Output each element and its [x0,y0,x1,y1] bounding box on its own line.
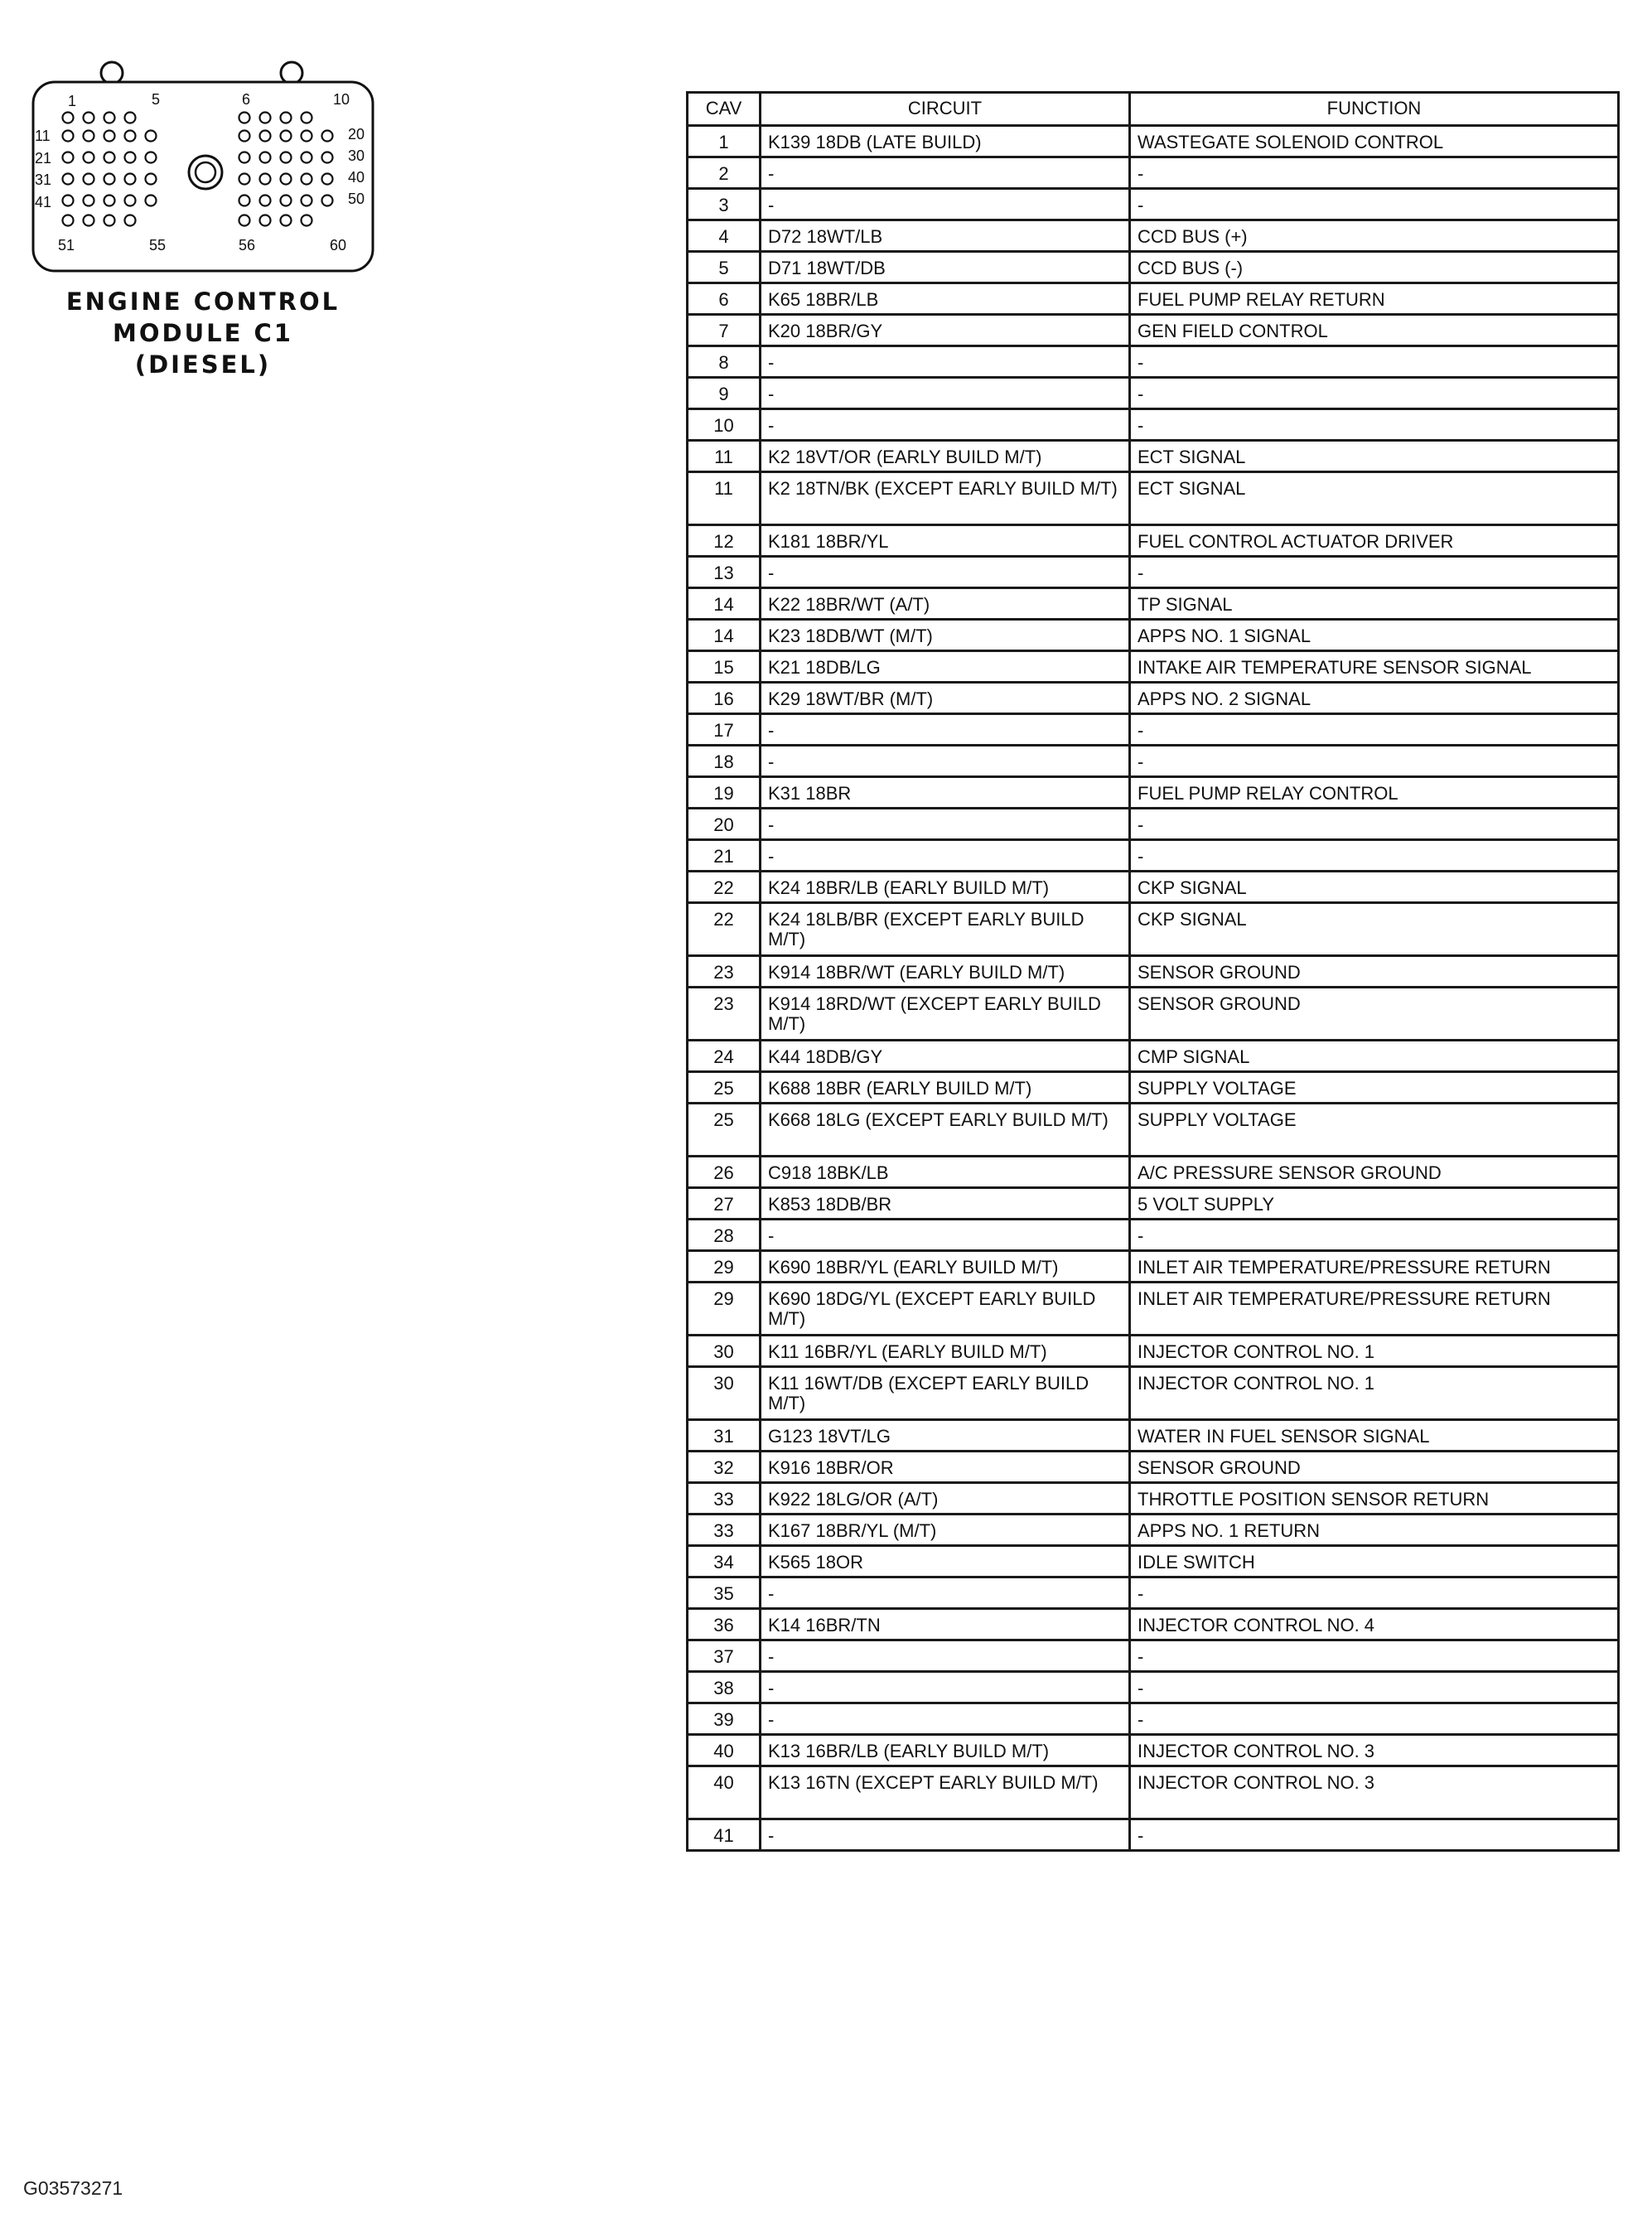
pin-cavity [260,131,271,142]
pin-cavity [302,152,312,163]
function-cell: INJECTOR CONTROL NO. 3 [1130,1735,1619,1766]
mounting-ear-right [281,62,302,84]
circuit-cell: K23 18DB/WT (M/T) [761,620,1130,651]
table-row [688,1336,1619,1367]
circuit-cell: K2 18TN/BK (EXCEPT EARLY BUILD M/T) [761,472,1130,525]
circuit-cell: - [761,157,1130,189]
table-header-row [688,93,1619,126]
function-cell: A/C PRESSURE SENSOR GROUND [1130,1157,1619,1188]
figure-id: G03573271 [23,2177,123,2199]
pin-cavity [84,215,94,226]
mounting-ear-left [101,62,123,84]
circuit-cell: K13 16TN (EXCEPT EARLY BUILD M/T) [761,1766,1130,1819]
pin-cavity [125,196,136,206]
table-row [688,1609,1619,1640]
circuit-cell: - [761,1220,1130,1251]
table-row [688,472,1619,525]
circuit-cell: K24 18BR/LB (EARLY BUILD M/T) [761,872,1130,903]
table-row [688,441,1619,472]
pin-cavity [239,113,250,123]
function-cell: THROTTLE POSITION SENSOR RETURN [1130,1483,1619,1515]
cav-cell: 39 [688,1703,761,1735]
function-cell: - [1130,557,1619,588]
pin-label: 31 [35,172,52,188]
pin-cavity [104,131,115,142]
table-row [688,189,1619,220]
connector-title-line: ENGINE CONTROL [65,287,341,316]
pin-cavity [146,131,157,142]
circuit-cell: - [761,1819,1130,1851]
pin-label: 30 [348,147,365,164]
connector-title [41,286,365,380]
circuit-cell: - [761,746,1130,777]
connector-face-diagram [25,55,389,278]
cav-cell: 28 [688,1220,761,1251]
function-cell: ECT SIGNAL [1130,441,1619,472]
table-row [688,252,1619,283]
cav-cell: 34 [688,1546,761,1577]
cav-cell: 13 [688,557,761,588]
pin-cavity [239,196,250,206]
pin-label: 20 [348,126,365,143]
pin-cavity [260,196,271,206]
function-cell: - [1130,378,1619,409]
circuit-cell: K11 16WT/DB (EXCEPT EARLY BUILD M/T) [761,1367,1130,1420]
function-cell: - [1130,714,1619,746]
pin-cavity [104,174,115,185]
pin-cavity [239,174,250,185]
function-cell: - [1130,1577,1619,1609]
function-cell: WASTEGATE SOLENOID CONTROL [1130,126,1619,157]
function-cell: CKP SIGNAL [1130,872,1619,903]
pin-cavity [63,215,74,226]
table-row [688,1072,1619,1104]
cav-cell: 29 [688,1251,761,1283]
circuit-cell: K668 18LG (EXCEPT EARLY BUILD M/T) [761,1104,1130,1157]
table-row [688,1367,1619,1420]
pin-label: 41 [35,194,52,210]
circuit-cell: - [761,378,1130,409]
cav-cell: 25 [688,1072,761,1104]
table-row [688,1672,1619,1703]
circuit-cell: K29 18WT/BR (M/T) [761,683,1130,714]
pin-label: 40 [348,169,365,186]
table-row [688,620,1619,651]
circuit-cell: K14 16BR/TN [761,1609,1130,1640]
cav-cell: 14 [688,588,761,620]
pinout-table [686,91,1620,1852]
pin-cavity [63,174,74,185]
table-row [688,956,1619,988]
pin-cavity [281,152,292,163]
circuit-cell: K22 18BR/WT (A/T) [761,588,1130,620]
function-cell: SENSOR GROUND [1130,956,1619,988]
connector-title-line: (DIESEL) [134,350,272,379]
circuit-cell: K31 18BR [761,777,1130,809]
table-row [688,872,1619,903]
pin-label: 60 [330,237,347,254]
function-cell: 5 VOLT SUPPLY [1130,1188,1619,1220]
cav-cell: 19 [688,777,761,809]
function-cell: SUPPLY VOLTAGE [1130,1072,1619,1104]
pin-cavity [84,152,94,163]
cav-cell: 40 [688,1735,761,1766]
function-cell: INLET AIR TEMPERATURE/PRESSURE RETURN [1130,1251,1619,1283]
header-circuit: CIRCUIT [761,93,1130,126]
function-cell: TP SIGNAL [1130,588,1619,620]
table-row [688,588,1619,620]
header-function: FUNCTION [1130,93,1619,126]
pin-label: 10 [333,91,350,108]
cav-cell: 1 [688,126,761,157]
table-row [688,746,1619,777]
pin-cavity [260,215,271,226]
table-row [688,714,1619,746]
cav-cell: 22 [688,872,761,903]
function-cell: APPS NO. 1 SIGNAL [1130,620,1619,651]
table-row [688,525,1619,557]
pin-cavity [281,174,292,185]
table-row [688,409,1619,441]
cav-cell: 14 [688,620,761,651]
cav-cell: 37 [688,1640,761,1672]
circuit-cell: K181 18BR/YL [761,525,1130,557]
circuit-cell: K167 18BR/YL (M/T) [761,1515,1130,1546]
cav-cell: 16 [688,683,761,714]
pin-cavity [322,131,333,142]
table-row [688,315,1619,346]
pin-cavity [63,196,74,206]
function-cell: - [1130,746,1619,777]
table-row [688,1188,1619,1220]
pin-label: 55 [149,237,167,254]
circuit-cell: K21 18DB/LG [761,651,1130,683]
circuit-cell: K853 18DB/BR [761,1188,1130,1220]
cav-cell: 38 [688,1672,761,1703]
function-cell: - [1130,1220,1619,1251]
pin-cavity [239,152,250,163]
table-row [688,1420,1619,1452]
cav-cell: 5 [688,252,761,283]
pin-cavity [302,113,312,123]
cav-cell: 40 [688,1766,761,1819]
function-cell: FUEL CONTROL ACTUATOR DRIVER [1130,525,1619,557]
circuit-cell: - [761,346,1130,378]
cav-cell: 17 [688,714,761,746]
table-row [688,1515,1619,1546]
function-cell: ECT SIGNAL [1130,472,1619,525]
cav-cell: 10 [688,409,761,441]
function-cell: CMP SIGNAL [1130,1041,1619,1072]
function-cell: - [1130,809,1619,840]
connector-title-line: MODULE C1 [113,319,293,347]
circuit-cell: K690 18DG/YL (EXCEPT EARLY BUILD M/T) [761,1283,1130,1336]
function-cell: GEN FIELD CONTROL [1130,315,1619,346]
table-row [688,126,1619,157]
circuit-cell: K916 18BR/OR [761,1452,1130,1483]
pin-cavity [104,196,115,206]
cav-cell: 36 [688,1609,761,1640]
function-cell: - [1130,1672,1619,1703]
table-row [688,378,1619,409]
table-row [688,840,1619,872]
table-row [688,1819,1619,1851]
function-cell: SENSOR GROUND [1130,1452,1619,1483]
table-row [688,1483,1619,1515]
function-cell: - [1130,1819,1619,1851]
cav-cell: 32 [688,1452,761,1483]
function-cell: IDLE SWITCH [1130,1546,1619,1577]
function-cell: INJECTOR CONTROL NO. 1 [1130,1336,1619,1367]
cav-cell: 12 [688,525,761,557]
circuit-cell: G123 18VT/LG [761,1420,1130,1452]
table-row [688,283,1619,315]
circuit-cell: K914 18RD/WT (EXCEPT EARLY BUILD M/T) [761,988,1130,1041]
circuit-cell: - [761,557,1130,588]
circuit-cell: K690 18BR/YL (EARLY BUILD M/T) [761,1251,1130,1283]
function-cell: - [1130,346,1619,378]
table-row [688,1766,1619,1819]
cav-cell: 33 [688,1483,761,1515]
pin-cavity [63,131,74,142]
pin-label: 6 [242,91,251,108]
pin-cavity [125,113,136,123]
pin-cavity [104,215,115,226]
cav-cell: 20 [688,809,761,840]
table-row [688,1546,1619,1577]
cav-cell: 9 [688,378,761,409]
function-cell: WATER IN FUEL SENSOR SIGNAL [1130,1420,1619,1452]
cav-cell: 25 [688,1104,761,1157]
cav-cell: 21 [688,840,761,872]
pin-cavity [146,152,157,163]
table-row [688,1041,1619,1072]
table-row [688,651,1619,683]
cav-cell: 31 [688,1420,761,1452]
function-cell: FUEL PUMP RELAY CONTROL [1130,777,1619,809]
pin-cavity [63,113,74,123]
pin-cavity [125,174,136,185]
pin-cavity [322,152,333,163]
circuit-cell: - [761,809,1130,840]
pin-cavity [104,152,115,163]
pin-cavity [302,196,312,206]
function-cell: - [1130,1703,1619,1735]
table-row [688,1735,1619,1766]
pin-cavity [302,215,312,226]
table-row [688,683,1619,714]
cav-cell: 4 [688,220,761,252]
function-cell: CKP SIGNAL [1130,903,1619,956]
cav-cell: 35 [688,1577,761,1609]
function-cell: SENSOR GROUND [1130,988,1619,1041]
pin-cavity [125,131,136,142]
table-row [688,1220,1619,1251]
circuit-cell: K11 16BR/YL (EARLY BUILD M/T) [761,1336,1130,1367]
cav-cell: 41 [688,1819,761,1851]
function-cell: INJECTOR CONTROL NO. 4 [1130,1609,1619,1640]
pin-cavity [281,131,292,142]
cav-cell: 30 [688,1336,761,1367]
function-cell: CCD BUS (-) [1130,252,1619,283]
function-cell: APPS NO. 1 RETURN [1130,1515,1619,1546]
table-row [688,809,1619,840]
pin-label: 56 [239,237,256,254]
pin-cavity [239,131,250,142]
table-row [688,220,1619,252]
circuit-cell: K44 18DB/GY [761,1041,1130,1072]
cav-cell: 15 [688,651,761,683]
pin-cavity [84,174,94,185]
circuit-cell: K13 16BR/LB (EARLY BUILD M/T) [761,1735,1130,1766]
pin-cavity [104,113,115,123]
circuit-cell: - [761,1672,1130,1703]
table-row [688,1577,1619,1609]
pin-cavity [125,215,136,226]
pin-cavity [84,196,94,206]
cav-cell: 6 [688,283,761,315]
pin-cavity [322,174,333,185]
pin-cavity [281,196,292,206]
circuit-cell: C918 18BK/LB [761,1157,1130,1188]
table-row [688,557,1619,588]
pin-label: 50 [348,191,365,207]
circuit-cell: - [761,409,1130,441]
cav-cell: 2 [688,157,761,189]
circuit-cell: - [761,1640,1130,1672]
pin-cavity [125,152,136,163]
pin-cavity [302,174,312,185]
pin-label: 11 [35,128,51,144]
pin-cavity [281,113,292,123]
table-row [688,777,1619,809]
table-row [688,1104,1619,1157]
pin-cavity [260,113,271,123]
cav-cell: 23 [688,956,761,988]
table-row [688,1703,1619,1735]
circuit-cell: - [761,189,1130,220]
cav-cell: 27 [688,1188,761,1220]
function-cell: INTAKE AIR TEMPERATURE SENSOR SIGNAL [1130,651,1619,683]
cav-cell: 22 [688,903,761,956]
pin-label: 1 [68,93,77,109]
table-row [688,157,1619,189]
cav-cell: 23 [688,988,761,1041]
pin-cavity [239,215,250,226]
pin-label: 51 [58,237,75,254]
table-row [688,1452,1619,1483]
table-row [688,1640,1619,1672]
cav-cell: 24 [688,1041,761,1072]
pin-cavity [84,131,94,142]
function-cell: INJECTOR CONTROL NO. 1 [1130,1367,1619,1420]
function-cell: - [1130,189,1619,220]
function-cell: SUPPLY VOLTAGE [1130,1104,1619,1157]
pin-cavity [302,131,312,142]
circuit-cell: K20 18BR/GY [761,315,1130,346]
cav-cell: 26 [688,1157,761,1188]
circuit-cell: K565 18OR [761,1546,1130,1577]
cav-cell: 11 [688,441,761,472]
circuit-cell: D72 18WT/LB [761,220,1130,252]
table-row [688,1283,1619,1336]
table-row [688,988,1619,1041]
pin-cavity [281,215,292,226]
table-row [688,903,1619,956]
pin-cavity [84,113,94,123]
function-cell: FUEL PUMP RELAY RETURN [1130,283,1619,315]
function-cell: CCD BUS (+) [1130,220,1619,252]
pin-cavity [146,174,157,185]
cav-cell: 8 [688,346,761,378]
cav-cell: 30 [688,1367,761,1420]
cav-cell: 33 [688,1515,761,1546]
cav-cell: 18 [688,746,761,777]
cav-cell: 3 [688,189,761,220]
circuit-cell: K688 18BR (EARLY BUILD M/T) [761,1072,1130,1104]
function-cell: - [1130,1640,1619,1672]
circuit-cell: K65 18BR/LB [761,283,1130,315]
pin-label: 5 [152,91,161,108]
function-cell: - [1130,840,1619,872]
circuit-cell: - [761,1577,1130,1609]
circuit-cell: D71 18WT/DB [761,252,1130,283]
table-row [688,1157,1619,1188]
table-row [688,346,1619,378]
circuit-cell: - [761,840,1130,872]
pin-cavity [63,152,74,163]
cav-cell: 7 [688,315,761,346]
center-post-inner [196,162,215,182]
cav-cell: 29 [688,1283,761,1336]
circuit-cell: K922 18LG/OR (A/T) [761,1483,1130,1515]
circuit-cell: K914 18BR/WT (EARLY BUILD M/T) [761,956,1130,988]
pin-cavity [146,196,157,206]
function-cell: - [1130,157,1619,189]
pin-cavity [260,152,271,163]
pin-label: 21 [35,150,52,167]
pin-cavity [260,174,271,185]
table-row [688,1251,1619,1283]
circuit-cell: - [761,1703,1130,1735]
function-cell: APPS NO. 2 SIGNAL [1130,683,1619,714]
circuit-cell: K2 18VT/OR (EARLY BUILD M/T) [761,441,1130,472]
function-cell: INLET AIR TEMPERATURE/PRESSURE RETURN [1130,1283,1619,1336]
pin-cavity [322,196,333,206]
header-cav: CAV [688,93,761,126]
circuit-cell: - [761,714,1130,746]
function-cell: INJECTOR CONTROL NO. 3 [1130,1766,1619,1819]
function-cell: - [1130,409,1619,441]
circuit-cell: K139 18DB (LATE BUILD) [761,126,1130,157]
cav-cell: 11 [688,472,761,525]
circuit-cell: K24 18LB/BR (EXCEPT EARLY BUILD M/T) [761,903,1130,956]
